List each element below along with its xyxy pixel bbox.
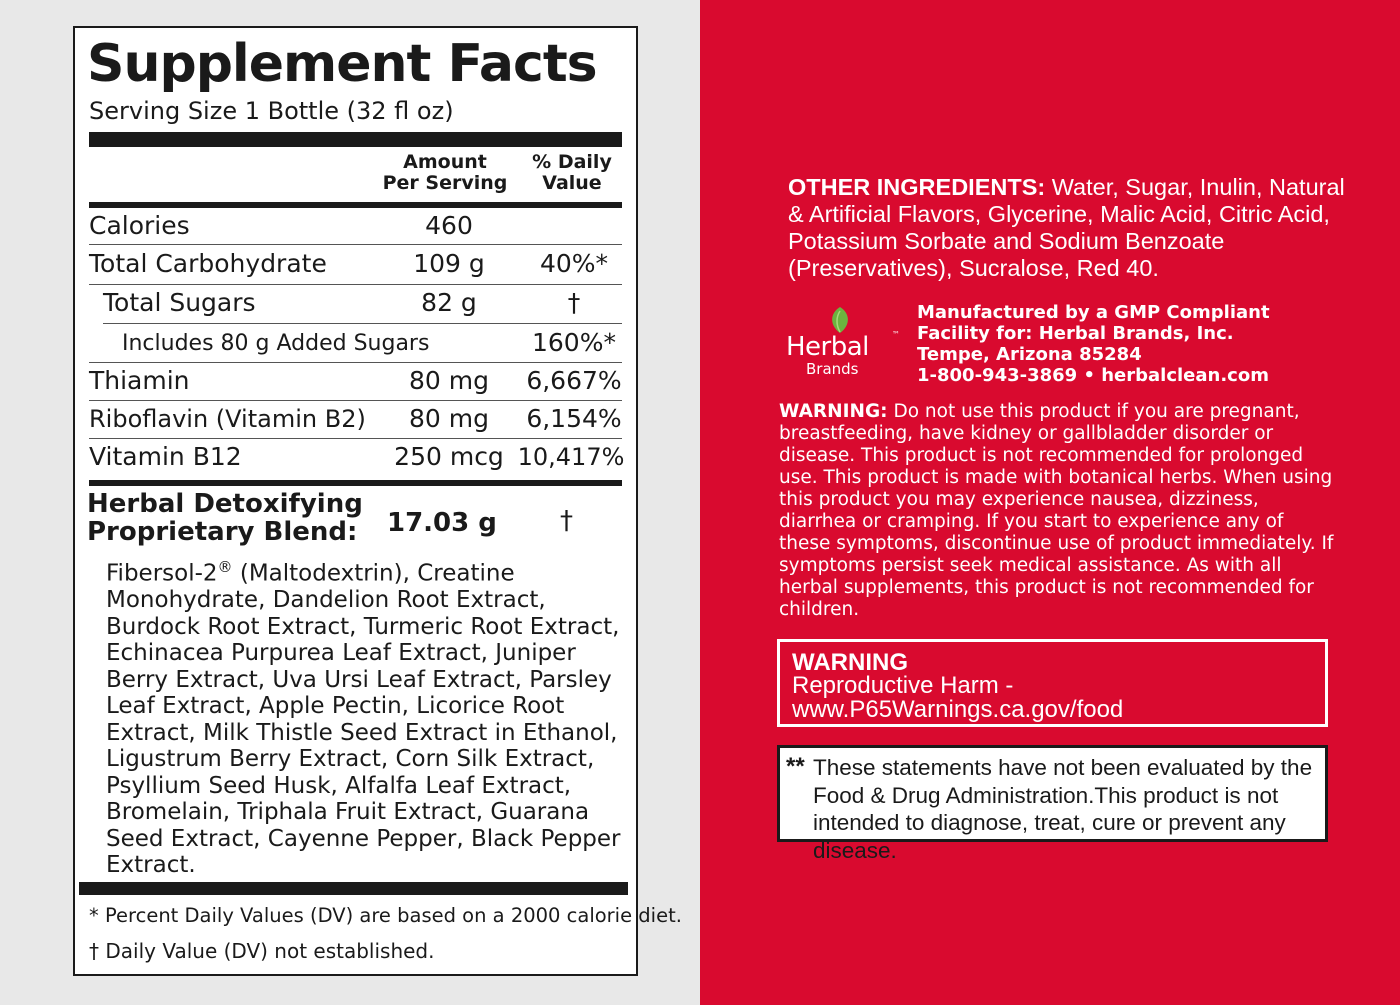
manufacturer-info (917, 302, 1270, 386)
row-dv: 6,667% (526, 366, 622, 395)
prop65-line: Reproductive Harm - (792, 672, 1014, 699)
row-dv: 160%* (532, 328, 616, 357)
row-name: Calories (89, 211, 190, 240)
prop65-text (792, 674, 1322, 722)
row-divider (103, 323, 622, 324)
row-name: Riboflavin (Vitamin B2) (89, 405, 366, 433)
blend-dv: † (560, 506, 573, 536)
row-name: Thiamin (89, 366, 190, 395)
footnote-dv: * Percent Daily Values (DV) are based on a 2000 calorie diet. (89, 904, 682, 927)
fda-stars: ** (786, 753, 805, 780)
header-daily-value (520, 152, 624, 194)
footnote-dagger: † Daily Value (DV) not established. (89, 939, 435, 963)
row-dv: 6,154% (526, 404, 622, 433)
header-amount (375, 152, 515, 194)
blend-title (87, 490, 363, 546)
thick-divider (89, 132, 622, 147)
prop65-warning-box (777, 639, 1328, 727)
warning-body: Do not use this product if you are pregnant, breastfeeding, have kidney or gallbladder disorder or disease. This product is not recommended for prolonged use. This product is made with botanical herbs. When using this product you may experience nausea, dizziness, diarrhea or cramping. If you start to experience any of these symptoms, discontinue use of product immediately. If symptoms persist seek medical assistance. As with all herbal supplements, this product is not recommended for children. (779, 401, 1334, 620)
row-divider (89, 400, 622, 401)
blend-title-line1: Herbal Detoxifying (87, 489, 363, 519)
row-divider (89, 362, 622, 363)
thick-divider (79, 882, 628, 895)
row-dv: † (567, 288, 581, 317)
manufacturer-line: Facility for: Herbal Brands, Inc. (917, 323, 1234, 344)
manufacturer-contact: 1-800-943-3869 • herbalclean.com (917, 365, 1269, 386)
row-divider (89, 284, 622, 285)
logo-trademark: ™ (892, 330, 900, 339)
row-amount: 82 g (421, 288, 477, 317)
medium-divider (89, 480, 622, 486)
prop65-url: www.P65Warnings.ca.gov/food (792, 696, 1124, 723)
warning-statement (779, 401, 1339, 621)
row-name: Total Carbohydrate (89, 249, 327, 278)
fda-disclaimer-box (777, 745, 1328, 863)
header-amount-line2: Per Serving (382, 172, 508, 194)
logo-subtitle: Brands (806, 360, 859, 378)
registered-mark: ® (217, 558, 233, 576)
row-amount: 109 g (413, 249, 485, 278)
supplement-facts-panel (73, 26, 682, 976)
manufacturer-line: Manufactured by a GMP Compliant (917, 302, 1270, 323)
row-dv: 10,417% (517, 443, 625, 471)
header-dv-line1: % Daily (532, 151, 612, 173)
blend-title-line2: Proprietary Blend: (87, 517, 358, 547)
row-name: Vitamin B12 (89, 442, 242, 471)
row-name: Total Sugars (103, 288, 256, 317)
leaf-icon (827, 305, 853, 335)
prop65-title: WARNING (792, 649, 908, 676)
ingredient-fibersol: Fibersol-2 (106, 560, 218, 587)
blend-ingredients (106, 554, 636, 879)
logo-name: Herbal (786, 332, 869, 362)
row-amount: 80 mg (409, 366, 489, 395)
warning-label: WARNING: (779, 401, 888, 422)
row-divider (89, 438, 622, 439)
blend-amount: 17.03 g (387, 508, 497, 538)
other-ingredients (788, 174, 1348, 282)
other-ingredients-text: Water, Sugar, Inulin, Natural & Artificial Flavors, Glycerine, Malic Acid, Citric Acid, Potassium Sorbate and Sodium Benzoate (Preservatives), Sucralose, Red 40. (788, 174, 1345, 281)
row-amount: 250 mcg (394, 442, 504, 471)
row-amount: 460 (425, 211, 473, 240)
fda-text: These statements have not been evaluated by the Food & Drug Administration.This product is not intended to diagnose, treat, cure or prevent any disease. (813, 755, 1313, 863)
other-ingredients-label: OTHER INGREDIENTS: (788, 174, 1046, 200)
serving-size: Serving Size 1 Bottle (32 fl oz) (89, 97, 454, 125)
header-dv-line2: Value (542, 172, 602, 194)
manufacturer-line: Tempe, Arizona 85284 (917, 344, 1142, 365)
row-divider (89, 244, 622, 245)
medium-divider (89, 202, 622, 208)
row-name: Includes 80 g Added Sugars (122, 331, 430, 356)
header-amount-line1: Amount (403, 151, 487, 173)
ingredient-list: (Maltodextrin), Creatine Monohydrate, Dandelion Root Extract, Burdock Root Extract, Turmeric Root Extract, Echinacea Purpurea Leaf Extract, Juniper Berry Extract, Uva Ursi Leaf Extract, Parsley Leaf Extract, Apple Pectin, Licorice Root Extract, Milk Thistle Seed Extract in Ethanol, Ligustrum Berry Extract, Corn Silk Extract, Psyllium Seed Husk, Alfalfa Leaf Extract, Bromelain, Triphala Fruit Extract, Guarana Seed Extract, Cayenne Pepper, Black Pepper Extract. (106, 560, 621, 879)
facts-title: Supplement Facts (87, 34, 597, 94)
row-dv: 40%* (539, 249, 609, 278)
row-amount: 80 mg (409, 404, 489, 433)
